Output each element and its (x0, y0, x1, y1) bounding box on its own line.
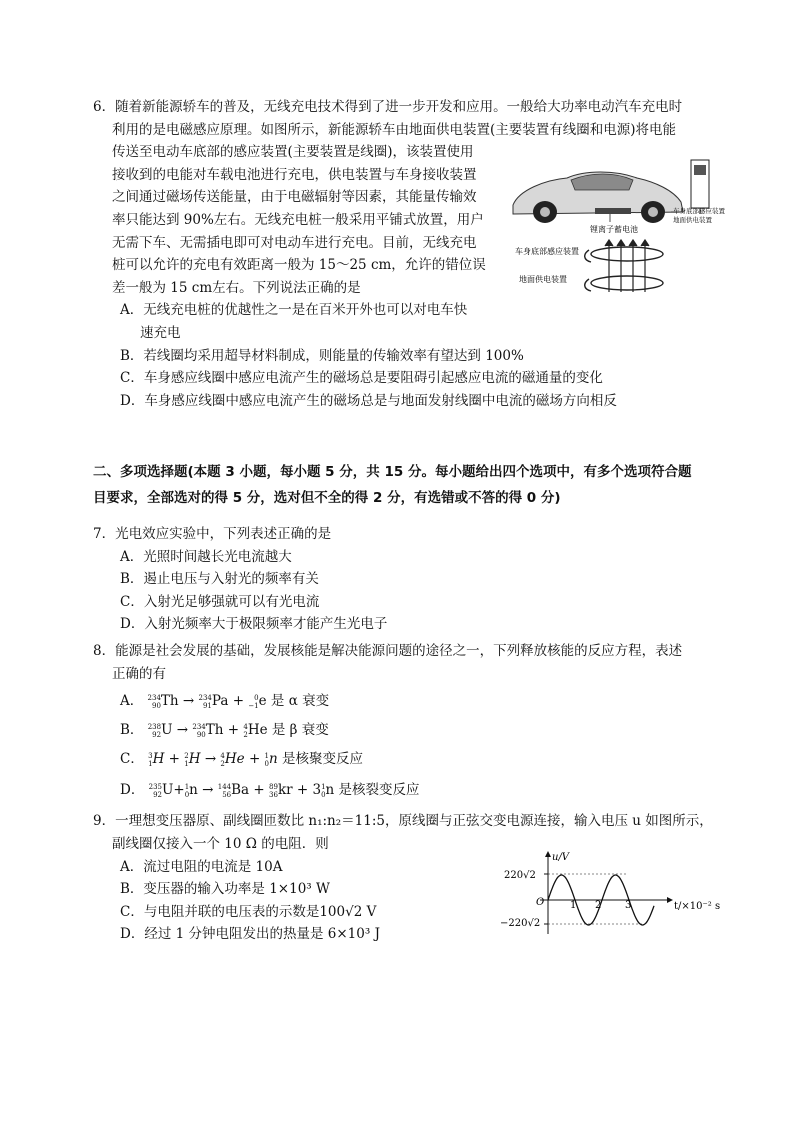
q9-voltage-graph (500, 848, 721, 938)
q6-stem-line-9: 差一般为 15 cm左右。下列说法正确的是 (112, 280, 361, 296)
q6-stem-line-1: 6．随着新能源轿车的普及，无线充电技术得到了进一步开发和应用。一般给大功率电动汽车充电时 (93, 99, 683, 115)
q8-option-b-equation: 238 92U → 234 90Th + 4 2He (147, 722, 272, 739)
q8-option-d-equation: 235 92U+1 0n → 144 56Ba + 89 36kr + 31 0n (148, 782, 339, 799)
q6-stem-line-5: 之间通过磁场传送能量，由于电磁辐射等因素，其能量传输效 (112, 189, 477, 205)
q8-option-b (120, 719, 329, 741)
q6-option-a-line-2: 速充电 (140, 325, 181, 341)
q8-stem-line-2: 正确的有 (112, 666, 166, 682)
station-screen-icon (694, 165, 706, 175)
q6-stem-line-4: 接收到的电能对车载电池进行充电，供电装置与车身接收装置 (112, 167, 477, 183)
q7-option-c: C．入射光足够强就可以有光电流 (120, 594, 320, 610)
q8-option-a-equation: 234 90Th → 234 91Pa + 0 −1e (147, 693, 271, 710)
battery-label: 锂离子蓄电池 (590, 225, 638, 234)
q8-option-b-conclusion: 是 β 衰变 (271, 722, 329, 738)
section-2-header-line-2: 目要求，全部选对的得 5 分，选对但不全的得 2 分，有选错或不答的得 0 分) (93, 490, 561, 506)
q8-option-a-conclusion: 是 α 衰变 (270, 693, 330, 709)
q8-option-c-conclusion: 是核聚变反应 (282, 751, 364, 767)
q8-option-a-label: A． (120, 693, 144, 709)
q6-stem-line-6: 率只能达到 90%左右。无线充电桩一般采用平铺式放置，用户 (112, 212, 484, 228)
y-min-label: −220√2 (500, 918, 541, 929)
q6-option-b: B．若线圈均采用超导材料制成，则能量的传输效率有望达到 100% (120, 348, 524, 364)
q7-option-a: A．光照时间越长光电流越大 (120, 549, 292, 565)
ground-coil-label: 地面供电装置 (519, 275, 567, 284)
q8-option-b-label: B． (120, 722, 144, 738)
q9-option-c-text: C．与电阻并联的电压表的示数是 (120, 904, 320, 920)
q7-option-d: D．入射光频率大于极限频率才能产生光电子 (120, 616, 388, 632)
q8-option-d-conclusion: 是核裂变反应 (338, 782, 420, 798)
q8-option-c (120, 748, 363, 770)
tick-1: 1 (570, 900, 577, 911)
q9-option-b: B．变压器的输入功率是 1×10³ W (120, 881, 330, 897)
car-coil-label: 车身底部感应装置 (515, 247, 579, 256)
section-2-header-line-1: 二、多项选择题(本题 3 小题，每小题 5 分，共 15 分。每小题给出四个选项中，有多个选项符合题 (93, 464, 692, 480)
ground-coil-tag: 地面供电装置 (673, 216, 712, 224)
q9-stem-line-2: 副线圈仅接入一个 10 Ω 的电阻．则 (112, 836, 329, 852)
q8-option-d (120, 779, 420, 801)
q6-stem-line-2: 利用的是电磁感应原理。如图所示，新能源轿车由地面供电装置(主要装置有线圈和电源)将电能 (112, 122, 677, 138)
q8-option-c-label: C． (120, 751, 144, 767)
q8-stem-line-1: 8．能源是社会发展的基础，发展核能是解决能源问题的途径之一，下列释放核能的反应方程，表述 (93, 643, 683, 659)
y-axis-label: u/V (552, 852, 570, 863)
q8-option-a (120, 690, 329, 712)
q7-option-b: B．遏止电压与入射光的频率有关 (120, 571, 319, 587)
q7-stem: 7．光电效应实验中，下列表述正确的是 (93, 526, 332, 542)
x-axis-label: t/×10⁻² s (674, 901, 721, 912)
origin-label: O (536, 897, 545, 908)
q6-option-d: D．车身感应线圈中感应电流产生的磁场总是与地面发射线圈中电流的磁场方向相反 (120, 393, 617, 409)
q9-stem-line-1: 9．一理想变压器原、副线圈匝数比 n₁:n₂＝11:5，原线圈与正弦交变电源连接，输入电压 u 如图所示， (93, 813, 713, 829)
battery-block-icon (595, 208, 631, 214)
tick-3: 3 (625, 900, 632, 911)
q6-wireless-charging-figure (505, 150, 725, 300)
q9-option-d: D．经过 1 分钟电阻发出的热量是 6×10³ J (120, 926, 380, 942)
q8-option-c-equation: 3 1H + 2 1H → 4 2He + 1 0n (148, 751, 283, 768)
q6-stem-line-8: 桩可以允许的充电有效距离一般为 15～25 cm，允许的错位误 (112, 257, 486, 273)
q9-option-a: A．流过电阻的电流是 10A (120, 859, 283, 875)
q9-option-c-value: 100√2 V (319, 904, 377, 920)
q6-stem-line-7: 无需下车、无需插电即可对电动车进行充电。目前，无线充电 (112, 235, 477, 251)
y-max-label: 220√2 (504, 870, 536, 881)
tick-2: 2 (595, 900, 602, 911)
q9-option-c (120, 901, 376, 923)
q6-option-c: C．车身感应线圈中感应电流产生的磁场总是要阻碍引起感应电流的磁通量的变化 (120, 370, 603, 386)
coil-loops-icon (585, 247, 663, 291)
q8-option-d-label: D． (120, 782, 145, 798)
q6-option-a-line-1: A．无线充电桩的优越性之一是在百米开外也可以对电车快 (120, 302, 468, 318)
car-coil-tag: 车身底部感应装置 (673, 207, 725, 215)
q6-stem-line-3: 传送至电动车底部的感应装置(主要装置是线圈)，该装置使用 (112, 144, 474, 160)
